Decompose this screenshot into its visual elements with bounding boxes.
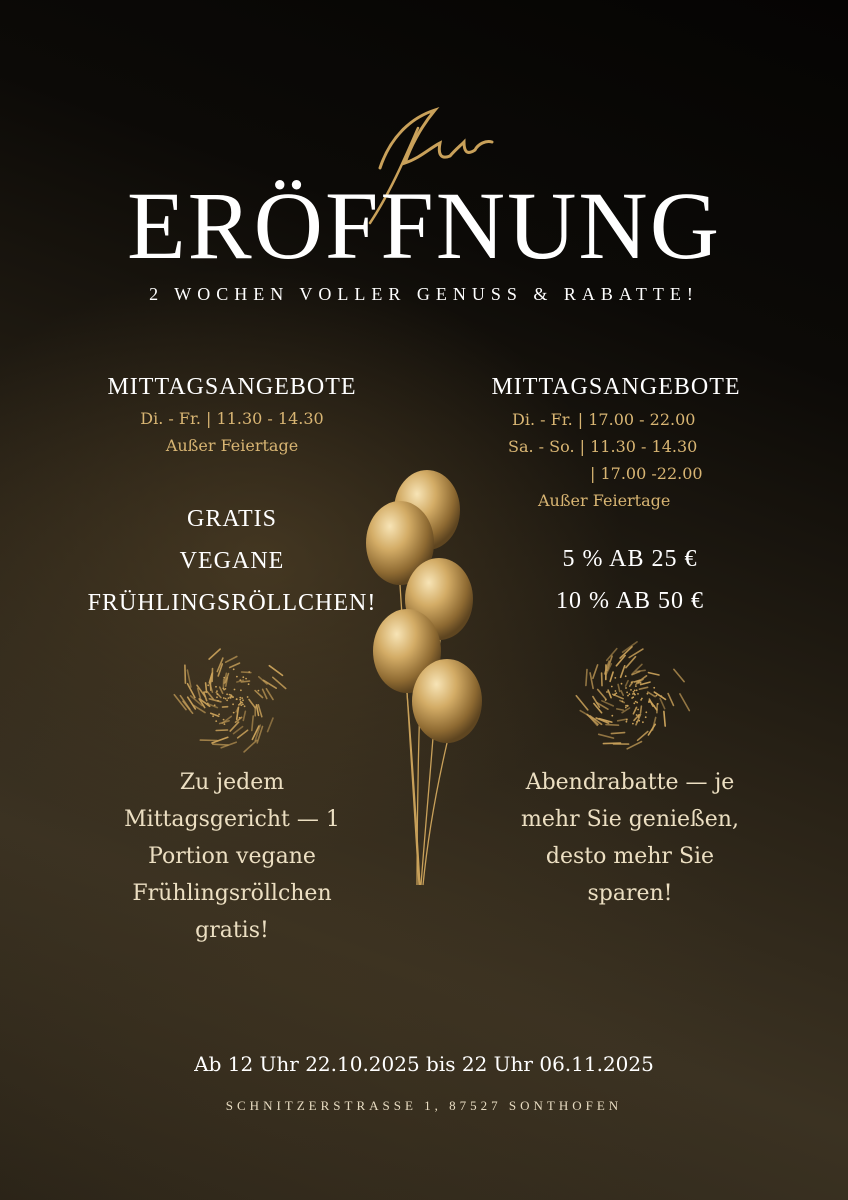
firework-dot (630, 689, 632, 691)
right-hours-line: Di. - Fr. | 17.00 - 22.00 (512, 410, 696, 429)
left-offer-column (72, 374, 392, 459)
firework-spark (185, 665, 186, 683)
firework-dot (634, 694, 636, 696)
firework-spark (209, 649, 220, 659)
balloons-icon (355, 465, 495, 895)
firework-icon (168, 632, 298, 762)
firework-dot (631, 681, 633, 683)
firework-spark (633, 707, 636, 713)
left-description-line: Zu jedem (179, 770, 285, 795)
firework-dot (207, 684, 209, 686)
firework-dot (232, 703, 234, 705)
left-description-line: Mittagsgericht — 1 (124, 807, 340, 832)
firework-dot (632, 693, 634, 695)
firework-spark (641, 682, 650, 685)
left-description (60, 764, 404, 949)
firework-dot (637, 709, 639, 711)
right-description-line: sparen! (587, 881, 673, 906)
firework-dot (621, 683, 623, 685)
firework-dot (234, 689, 236, 691)
right-description-line: Abendrabatte — je (525, 770, 735, 795)
firework-spark (649, 673, 660, 675)
firework-dot (223, 719, 225, 721)
firework-dot (660, 695, 662, 697)
firework-spark (608, 690, 611, 698)
firework-spark (668, 694, 673, 706)
firework-dot (223, 697, 225, 699)
firework-dot (215, 686, 217, 688)
firework-spark (623, 642, 637, 652)
firework-dot (242, 699, 244, 701)
firework-dot (614, 693, 616, 695)
right-description-line: mehr Sie genießen, (521, 807, 739, 832)
firework-dot (218, 713, 220, 715)
firework-dot (611, 686, 613, 688)
firework-dot (240, 703, 242, 705)
firework-spark (216, 730, 227, 731)
left-column-title: MITTAGSANGEBOTE (107, 374, 357, 400)
firework-dot (635, 685, 637, 687)
page-title: ERÖFFNUNG (126, 172, 722, 279)
firework-dot (226, 699, 228, 701)
firework-dot (636, 702, 638, 704)
page-subtitle: 2 WOCHEN VOLLER GENUSS & RABATTE! (149, 284, 699, 304)
firework-dot (239, 697, 241, 699)
firework-dot (645, 711, 647, 713)
firework-spark (226, 657, 237, 663)
firework-dot (625, 675, 627, 677)
firework-spark (626, 657, 636, 668)
firework-spark (621, 691, 623, 695)
firework-dot (627, 705, 629, 707)
firework-spark (617, 709, 624, 710)
firework-dot (232, 696, 234, 698)
firework-dot (239, 699, 241, 701)
firework-spark (599, 734, 614, 738)
firework-dot (625, 707, 627, 709)
firework-spark (649, 699, 653, 706)
firework-dot (641, 698, 643, 700)
firework-dot (248, 671, 250, 673)
firework-spark (576, 696, 588, 710)
firework-spark (674, 669, 684, 681)
firework-dot (229, 696, 231, 698)
firework-dot (642, 721, 644, 723)
firework-dot (638, 682, 640, 684)
firework-dot (231, 695, 233, 697)
firework-spark (590, 673, 593, 689)
firework-dot (240, 704, 242, 706)
event-address: SCHNITZERSTRASSE 1, 87527 SONTHOFEN (225, 1098, 623, 1113)
firework-dot (626, 719, 628, 721)
firework-dot (236, 676, 238, 678)
firework-spark (618, 719, 627, 721)
firework-dot (632, 696, 634, 698)
firework-spark (238, 730, 248, 738)
firework-dot (614, 677, 616, 679)
firework-dot (648, 700, 650, 702)
firework-dot (611, 715, 613, 717)
firework-dot (635, 701, 637, 703)
firework-spark (610, 672, 613, 681)
firework-dot (238, 704, 240, 706)
firework-spark (269, 666, 282, 676)
firework-spark (627, 742, 641, 749)
firework-dot (217, 700, 219, 702)
left-description-line: Frühlingsröllchen (132, 881, 332, 906)
firework-dot (626, 721, 628, 723)
firework-spark (244, 740, 257, 752)
firework-spark (211, 713, 219, 716)
firework-spark (230, 663, 240, 667)
firework-spark (641, 706, 642, 713)
firework-dot (247, 696, 249, 698)
firework-spark (252, 716, 253, 730)
firework-dot (636, 721, 638, 723)
right-hours-line: Sa. - So. | 11.30 - 14.30 (508, 437, 698, 456)
firework-dot (245, 678, 247, 680)
firework-dot (233, 668, 235, 670)
right-hours-note: Außer Feiertage (538, 491, 671, 510)
firework-dot (626, 692, 628, 694)
firework-dot (638, 720, 640, 722)
firework-dot (606, 691, 608, 693)
firework-dot (651, 703, 653, 705)
right-description (470, 764, 790, 912)
firework-spark (234, 727, 243, 734)
left-offer-line: FRÜHLINGSRÖLLCHEN! (87, 590, 377, 616)
firework-dot (204, 691, 206, 693)
firework-dot (242, 676, 244, 678)
firework-dot (657, 703, 659, 705)
firework-dot (212, 715, 214, 717)
firework-dot (605, 699, 607, 701)
left-offer-line: VEGANE (179, 548, 285, 574)
firework-dot (239, 717, 241, 719)
right-offer-headline (470, 538, 790, 622)
firework-dot (225, 698, 227, 700)
firework-spark (220, 687, 223, 693)
firework-dot (636, 714, 638, 716)
firework-dot (208, 704, 210, 706)
firework-spark (636, 670, 645, 671)
firework-dot (656, 695, 658, 697)
right-hours-line: | 17.00 -22.00 (590, 464, 703, 483)
firework-dot (222, 688, 224, 690)
firework-dot (226, 693, 228, 695)
firework-spark (241, 681, 249, 682)
firework-icon (568, 632, 698, 762)
firework-dot (638, 714, 640, 716)
firework-dot (239, 679, 241, 681)
firework-dot (229, 694, 231, 696)
firework-dot (233, 712, 235, 714)
firework-dot (653, 687, 655, 689)
right-hours (508, 406, 768, 514)
firework-dot (228, 697, 230, 699)
firework-spark (206, 683, 207, 692)
firework-spark (249, 700, 255, 708)
firework-dot (636, 689, 638, 691)
firework-spark (266, 689, 273, 700)
firework-spark (621, 666, 625, 678)
firework-dot (627, 695, 629, 697)
firework-dot (637, 693, 639, 695)
firework-dot (633, 702, 635, 704)
firework-dot (224, 723, 226, 725)
firework-dot (258, 690, 260, 692)
firework-dot (622, 701, 624, 703)
right-column-title: MITTAGSANGEBOTE (491, 374, 741, 400)
event-dates: Ab 12 Uhr 22.10.2025 bis 22 Uhr 06.11.2025 (194, 1052, 654, 1076)
firework-spark (660, 699, 665, 709)
firework-dot (241, 697, 243, 699)
firework-spark (626, 681, 629, 686)
firework-spark (593, 665, 598, 678)
firework-dot (214, 704, 216, 706)
firework-dot (236, 698, 238, 700)
firework-dot (240, 689, 242, 691)
firework-dot (634, 690, 636, 692)
right-offer-column (456, 374, 776, 401)
firework-dot (632, 723, 634, 725)
firework-dot (629, 693, 631, 695)
firework-spark (611, 733, 624, 734)
firework-dot (640, 682, 642, 684)
firework-dot (625, 687, 627, 689)
firework-dot (215, 720, 217, 722)
firework-spark (268, 718, 273, 732)
firework-dot (615, 690, 617, 692)
firework-spark (618, 684, 620, 691)
firework-spark (638, 732, 648, 741)
right-description-line: desto mehr Sie (545, 844, 715, 869)
firework-dot (638, 716, 640, 718)
firework-spark (263, 689, 267, 698)
left-description-line: Portion vegane (148, 844, 316, 869)
discount-line: 5 % AB 25 € (562, 546, 698, 572)
firework-spark (606, 725, 619, 726)
firework-spark (213, 744, 228, 745)
firework-spark (680, 694, 689, 711)
left-hours-line: Di. - Fr. | 11.30 - 14.30 (140, 409, 324, 428)
firework-spark (639, 687, 647, 689)
firework-spark (243, 711, 245, 720)
firework-spark (586, 670, 587, 686)
firework-dot (217, 693, 219, 695)
firework-dot (248, 683, 250, 685)
firework-spark (580, 711, 596, 720)
left-offer-line: GRATIS (186, 506, 277, 532)
firework-dot (647, 693, 649, 695)
firework-dot (216, 690, 218, 692)
discount-line: 10 % AB 50 € (555, 588, 704, 614)
firework-spark (637, 676, 647, 683)
firework-dot (242, 704, 244, 706)
firework-dot (244, 705, 246, 707)
firework-spark (209, 699, 221, 702)
left-hours-note: Außer Feiertage (165, 436, 299, 455)
firework-dot (633, 691, 635, 693)
firework-dot (207, 703, 209, 705)
firework-spark (664, 711, 665, 726)
firework-dot (216, 696, 218, 698)
firework-spark (602, 701, 613, 706)
left-description-line: gratis! (195, 918, 269, 943)
firework-spark (648, 724, 655, 735)
firework-dot (223, 677, 225, 679)
firework-dot (225, 688, 227, 690)
firework-spark (255, 691, 262, 698)
firework-dot (653, 705, 655, 707)
firework-spark (264, 680, 277, 688)
firework-dot (645, 716, 647, 718)
firework-spark (598, 690, 606, 700)
